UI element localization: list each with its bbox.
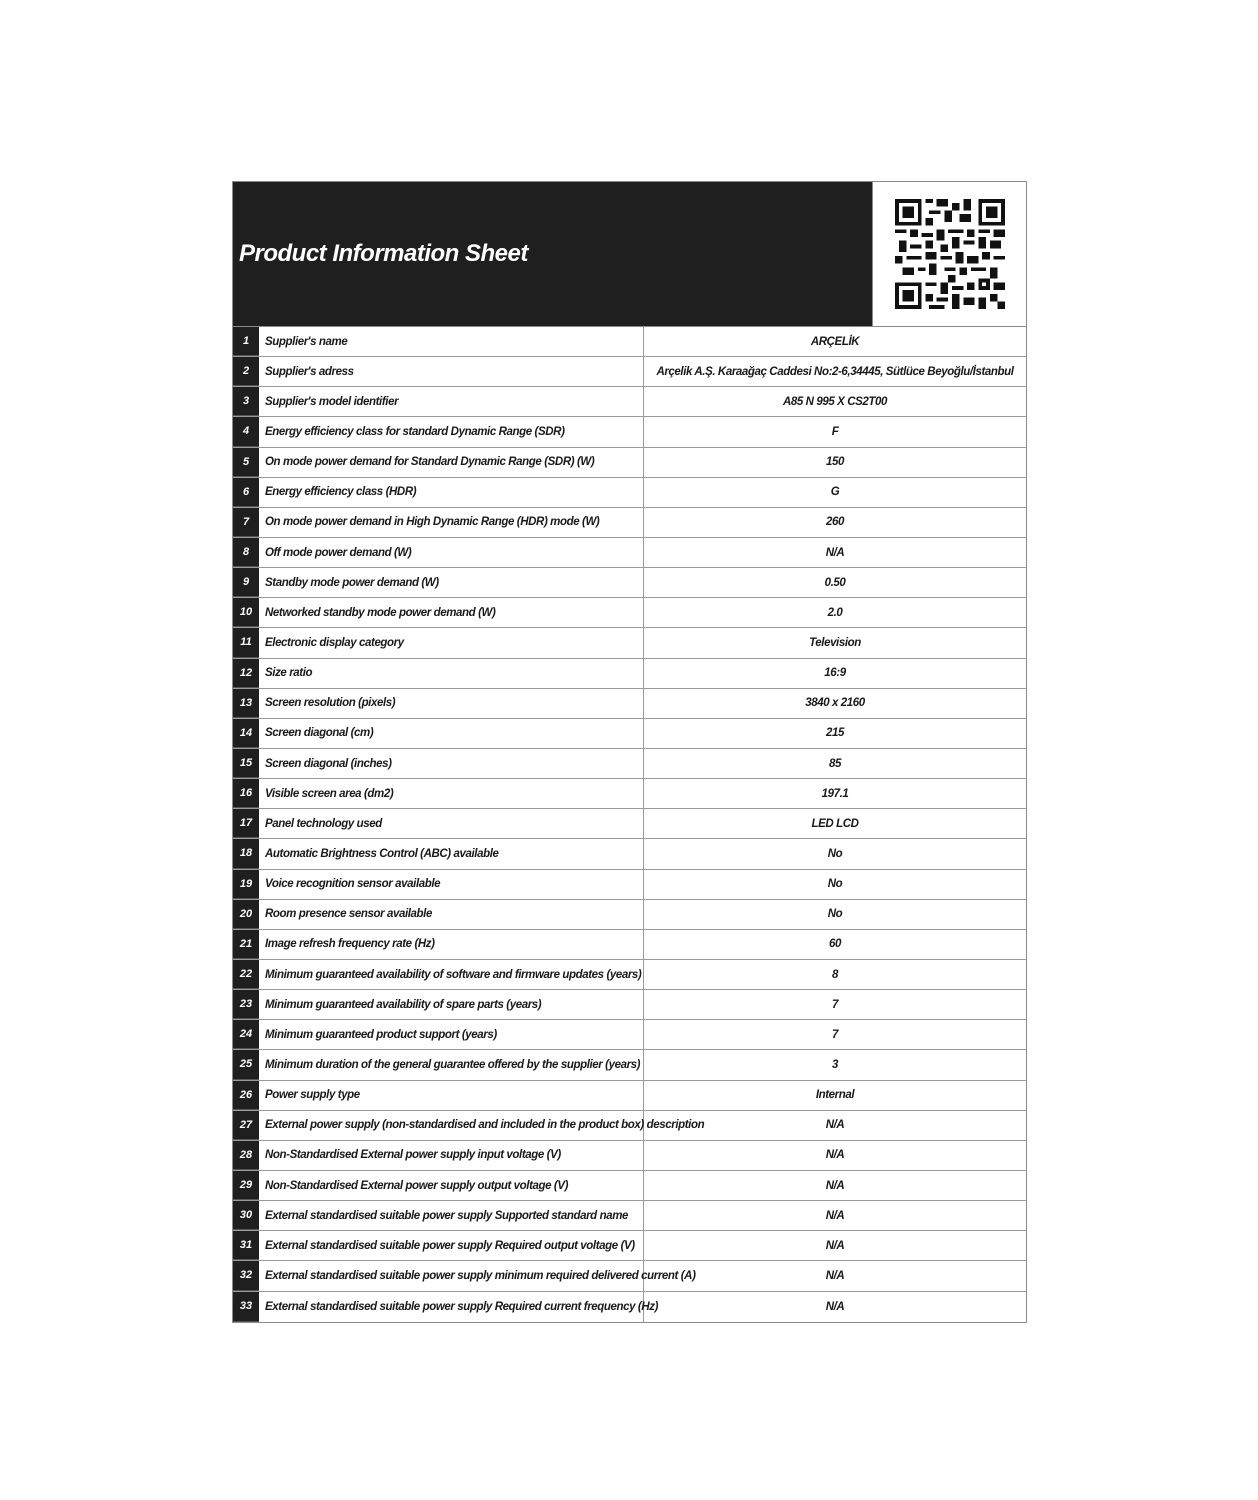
row-value: 215	[826, 727, 844, 740]
table-row	[233, 930, 1026, 960]
row-number: 5	[233, 448, 259, 477]
table-row	[233, 990, 1026, 1020]
table-row	[233, 1292, 1026, 1322]
row-number: 17	[233, 809, 259, 838]
row-label: Power supply type	[259, 1081, 644, 1110]
row-value: N/A	[825, 1300, 845, 1313]
row-label: External standardised suitable power supply Required current frequency (Hz)	[259, 1292, 644, 1322]
row-number: 10	[233, 598, 259, 627]
row-label: Screen diagonal (inches)	[259, 749, 644, 778]
row-value: Arçelik A.Ş. Karaağaç Caddesi No:2-6,34445, Sütlüce Beyoğlu/İstanbul	[656, 365, 1014, 378]
row-label: Non-Standardised External power supply output voltage (V)	[259, 1171, 644, 1200]
row-label: Off mode power demand (W)	[259, 538, 644, 567]
row-label: Minimum guaranteed availability of spare parts (years)	[259, 990, 644, 1019]
row-value: 85	[829, 757, 841, 770]
table-row	[233, 749, 1026, 779]
table-row	[233, 598, 1026, 628]
table-row	[233, 448, 1026, 478]
row-number: 14	[233, 719, 259, 748]
row-value: 60	[829, 938, 841, 951]
row-value: 2.0	[827, 606, 843, 619]
row-number: 28	[233, 1141, 259, 1170]
row-number: 13	[233, 689, 259, 718]
row-label: Supplier's model identifier	[259, 387, 644, 416]
row-number: 29	[233, 1171, 259, 1200]
table-row	[233, 689, 1026, 719]
row-label: Automatic Brightness Control (ABC) available	[259, 839, 644, 868]
row-label: Screen resolution (pixels)	[259, 689, 644, 718]
row-number: 15	[233, 749, 259, 778]
sheet-header	[233, 182, 1026, 327]
row-label: Standby mode power demand (W)	[259, 568, 644, 597]
row-value: N/A	[825, 1119, 845, 1132]
row-label: External standardised suitable power supply minimum required delivered current (A)	[259, 1261, 644, 1290]
table-row	[233, 960, 1026, 990]
row-number: 2	[233, 357, 259, 386]
row-value: No	[827, 908, 843, 921]
row-value: N/A	[825, 1179, 845, 1192]
table-row	[233, 417, 1026, 447]
row-value: No	[827, 878, 843, 891]
table-row	[233, 568, 1026, 598]
row-value: 197.1	[821, 787, 849, 800]
row-label: Voice recognition sensor available	[259, 870, 644, 899]
row-value: N/A	[825, 1209, 845, 1222]
row-number: 8	[233, 538, 259, 567]
table-row	[233, 628, 1026, 658]
row-value: 7	[832, 1028, 838, 1041]
row-number: 4	[233, 417, 259, 446]
row-label: On mode power demand for Standard Dynamic Range (SDR) (W)	[259, 448, 644, 477]
row-number: 19	[233, 870, 259, 899]
table-row	[233, 1141, 1026, 1171]
row-value: Television	[809, 636, 861, 649]
row-value: N/A	[825, 1269, 845, 1282]
row-value: 260	[826, 516, 844, 529]
table-row	[233, 900, 1026, 930]
row-value: LED LCD	[811, 817, 859, 830]
table-row	[233, 508, 1026, 538]
table-row	[233, 719, 1026, 749]
row-number: 7	[233, 508, 259, 537]
table-row	[233, 1261, 1026, 1291]
row-label: Electronic display category	[259, 628, 644, 657]
row-label: Supplier's adress	[259, 357, 644, 386]
row-label: Size ratio	[259, 659, 644, 688]
row-label: Energy efficiency class for standard Dynamic Range (SDR)	[259, 417, 644, 446]
table-row	[233, 779, 1026, 809]
row-label: Screen diagonal (cm)	[259, 719, 644, 748]
row-value: N/A	[825, 1149, 845, 1162]
row-number: 22	[233, 960, 259, 989]
row-value: 3	[832, 1058, 838, 1071]
row-number: 11	[233, 628, 259, 657]
row-number: 32	[233, 1261, 259, 1290]
row-number: 33	[233, 1292, 259, 1322]
row-label: Visible screen area (dm2)	[259, 779, 644, 808]
row-label: Networked standby mode power demand (W)	[259, 598, 644, 627]
row-number: 3	[233, 387, 259, 416]
table-row	[233, 870, 1026, 900]
row-label: Minimum guaranteed product support (years)	[259, 1020, 644, 1049]
table-row	[233, 839, 1026, 869]
row-value: 8	[832, 968, 838, 981]
row-value: 7	[832, 998, 838, 1011]
table-row	[233, 1231, 1026, 1261]
row-label: Image refresh frequency rate (Hz)	[259, 930, 644, 959]
product-information-sheet	[232, 181, 1027, 1323]
row-value: 16:9	[824, 667, 846, 680]
row-value: ARÇELİK	[810, 335, 860, 348]
table-row	[233, 1020, 1026, 1050]
table-row	[233, 1111, 1026, 1141]
table-row	[233, 1050, 1026, 1080]
row-label: External power supply (non-standardised and included in the product box) description	[259, 1111, 644, 1140]
row-label: On mode power demand in High Dynamic Range (HDR) mode (W)	[259, 508, 644, 537]
row-value: No	[827, 847, 843, 860]
info-table	[233, 327, 1026, 1322]
table-row	[233, 809, 1026, 839]
row-label: External standardised suitable power supply Required output voltage (V)	[259, 1231, 644, 1260]
row-value: 3840 x 2160	[805, 697, 865, 710]
row-value: N/A	[825, 546, 845, 559]
row-number: 31	[233, 1231, 259, 1260]
row-label: Energy efficiency class (HDR)	[259, 478, 644, 507]
row-number: 18	[233, 839, 259, 868]
row-number: 23	[233, 990, 259, 1019]
table-row	[233, 538, 1026, 568]
sheet-title: Product Information Sheet	[233, 182, 872, 326]
table-row	[233, 1201, 1026, 1231]
row-number: 1	[233, 327, 259, 356]
row-number: 16	[233, 779, 259, 808]
table-row	[233, 478, 1026, 508]
table-row	[233, 1171, 1026, 1201]
row-number: 24	[233, 1020, 259, 1049]
qr-code-icon	[895, 199, 1005, 309]
table-row	[233, 659, 1026, 689]
row-label: Panel technology used	[259, 809, 644, 838]
row-label: Non-Standardised External power supply input voltage (V)	[259, 1141, 644, 1170]
row-label: Minimum guaranteed availability of software and firmware updates (years)	[259, 960, 644, 989]
row-number: 30	[233, 1201, 259, 1230]
row-number: 21	[233, 930, 259, 959]
row-number: 20	[233, 900, 259, 929]
table-row	[233, 387, 1026, 417]
row-label: Supplier's name	[259, 327, 644, 356]
row-label: External standardised suitable power supply Supported standard name	[259, 1201, 644, 1230]
row-number: 25	[233, 1050, 259, 1079]
row-number: 26	[233, 1081, 259, 1110]
row-label: Minimum duration of the general guarantee offered by the supplier (years)	[259, 1050, 644, 1079]
row-value: A85 N 995 X CS2T00	[782, 395, 888, 408]
table-row	[233, 357, 1026, 387]
table-row	[233, 1081, 1026, 1111]
row-number: 6	[233, 478, 259, 507]
row-value: G	[830, 486, 840, 499]
row-value: 150	[826, 456, 844, 469]
row-value: F	[831, 425, 839, 438]
row-number: 27	[233, 1111, 259, 1140]
row-value: N/A	[825, 1239, 845, 1252]
row-label: Room presence sensor available	[259, 900, 644, 929]
row-value: 0.50	[824, 576, 846, 589]
qr-code-cell	[872, 182, 1026, 326]
row-value: Internal	[815, 1089, 855, 1102]
table-row	[233, 327, 1026, 357]
row-number: 9	[233, 568, 259, 597]
row-number: 12	[233, 659, 259, 688]
